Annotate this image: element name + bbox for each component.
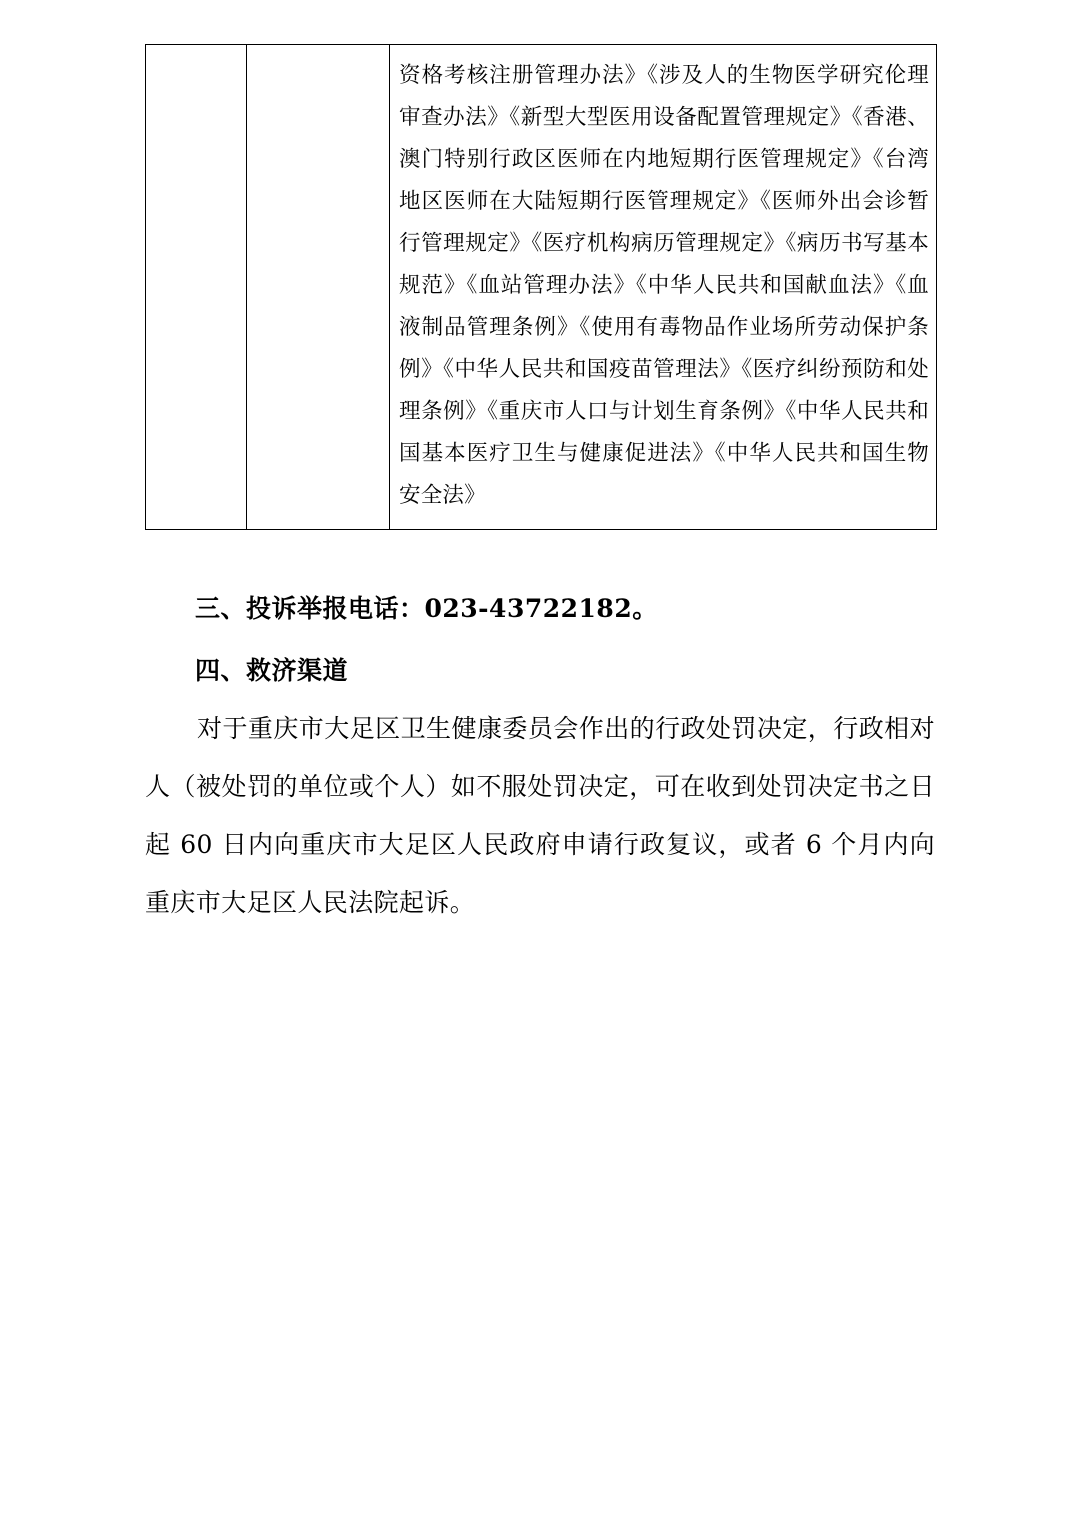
table-cell-legal-basis-text: 资格考核注册管理办法》《涉及人的生物医学研究伦理审查办法》《新型大型医用设备配置管理规定》《香港、澳门特别行政区医师在内地短期行医管理规定》《台湾地区医师在大陆短期行医管理规定》《医师外出会诊暂行管理规定》《医疗机构病历管理规定》《病历书写基本规范》《血站管理办法》《中华人民共和国献血法》《血液制品管理条例》《使用有毒物品作业场所劳动保护条例》《中华人民共和国疫苗管理法》《医疗纠纷预防和处理条例》《重庆市人口与计划生育条例》《中华人民共和国基本医疗卫生与健康促进法》《中华人民共和国生物安全法》 [399, 63, 929, 508]
table-cell-item [247, 45, 390, 530]
section-complaint-hotline-heading: 三、投诉举报电话：023-43722182。 [195, 594, 658, 623]
section-relief-channel-body-wrap [145, 700, 935, 932]
table-cell-category [146, 45, 247, 530]
section-relief-channel-body: 对于重庆市大足区卫生健康委员会作出的行政处罚决定，行政相对人（被处罚的单位或个人）如不服处罚决定，可在收到处罚决定书之日起 60 日内向重庆市大足区人民政府申请行政复议，或者 6 个月内向重庆市大足区人民法院起诉。 [145, 714, 935, 917]
regulations-table-continuation [145, 44, 935, 530]
regulations-table [145, 44, 937, 530]
section-relief-channel-heading-wrap [145, 648, 935, 694]
table-cell-category-text [146, 45, 246, 67]
table-row [146, 45, 937, 530]
section-complaint-hotline [145, 586, 935, 632]
table-cell-item-text [247, 45, 389, 67]
table-cell-legal-basis [390, 45, 937, 530]
section-relief-channel-heading: 四、救济渠道 [195, 656, 349, 685]
